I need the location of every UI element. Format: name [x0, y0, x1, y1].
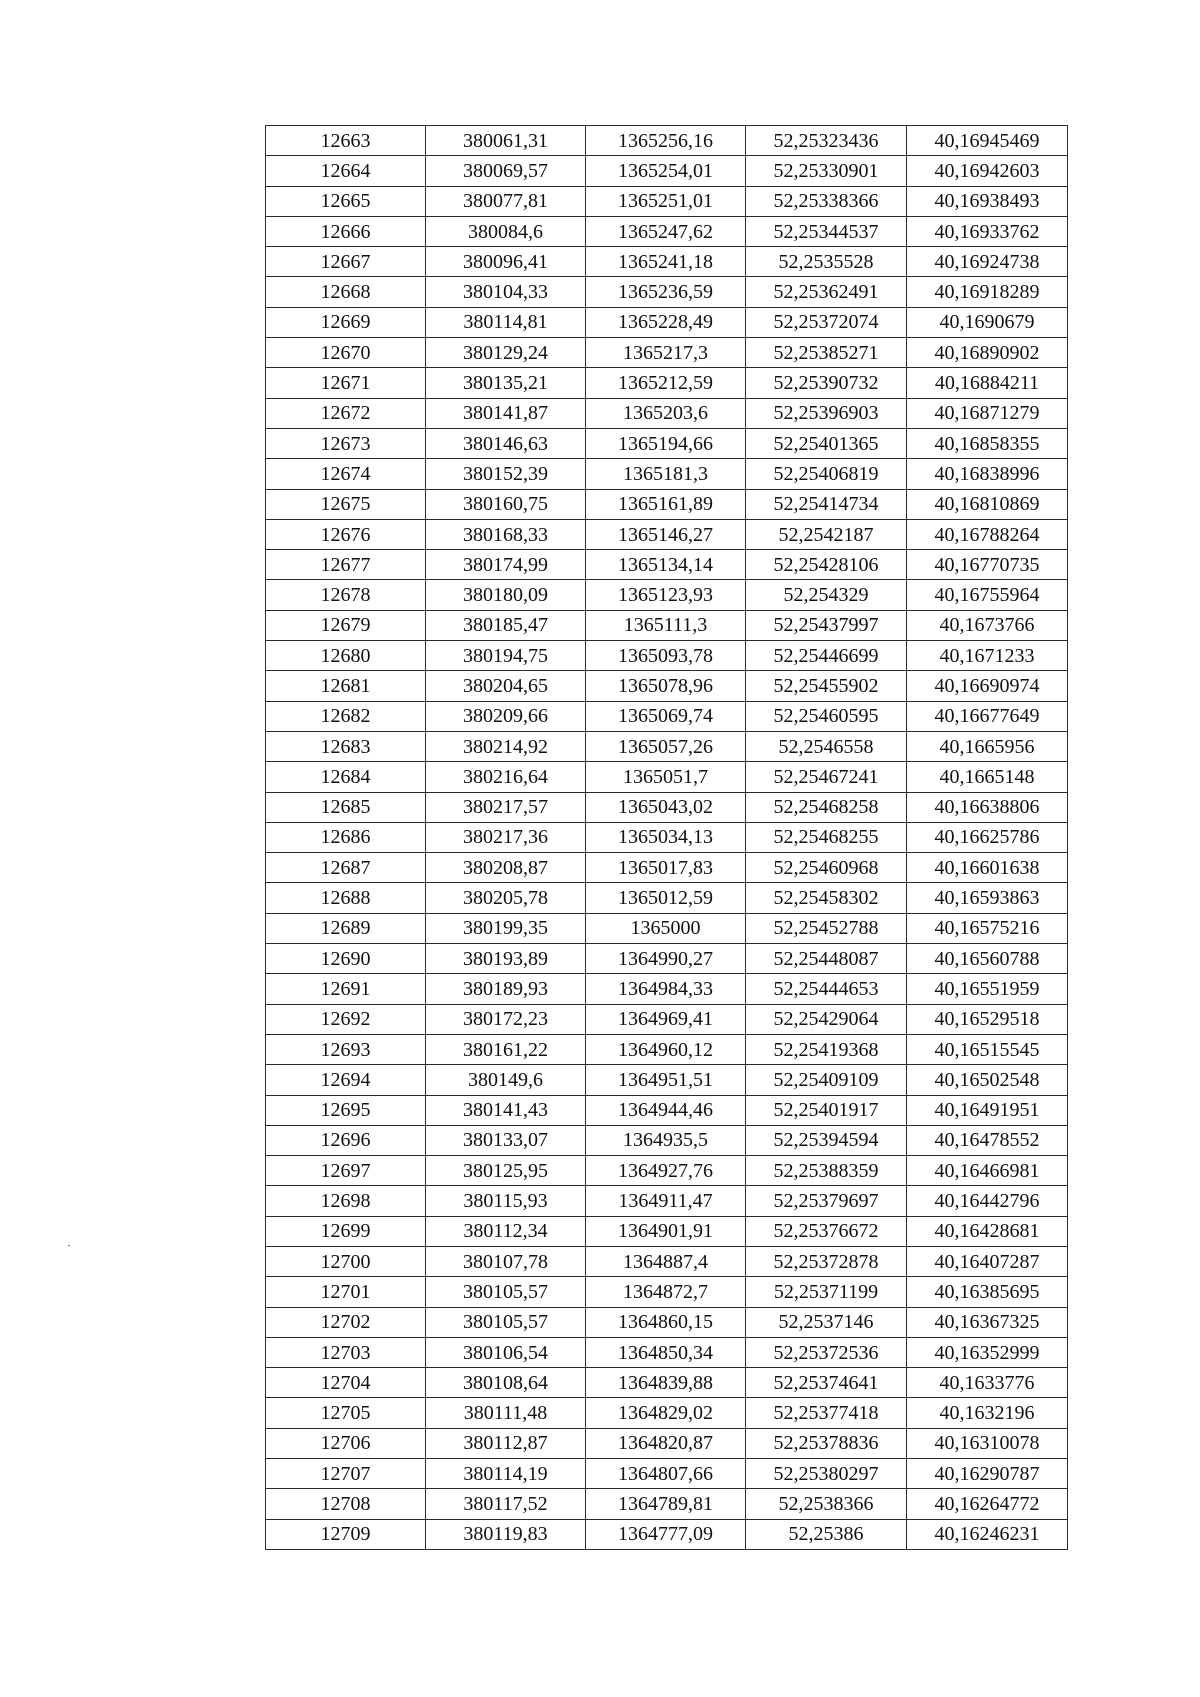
point-number-cell: 12678 [266, 580, 426, 610]
y-coordinate-cell: 1365034,13 [586, 822, 746, 852]
point-number-cell: 12700 [266, 1246, 426, 1276]
longitude-cell: 40,16529518 [907, 1004, 1068, 1034]
table-row [266, 368, 1068, 398]
y-coordinate-cell: 1364850,34 [586, 1337, 746, 1367]
latitude-cell: 52,25448087 [746, 944, 907, 974]
point-number-cell: 12680 [266, 641, 426, 671]
x-coordinate-cell: 380141,87 [426, 398, 586, 428]
point-number-cell: 12694 [266, 1065, 426, 1095]
point-number-cell: 12668 [266, 277, 426, 307]
latitude-cell: 52,2546558 [746, 731, 907, 761]
longitude-cell: 40,16938493 [907, 186, 1068, 216]
table-row [266, 671, 1068, 701]
latitude-cell: 52,25394594 [746, 1125, 907, 1155]
x-coordinate-cell: 380112,34 [426, 1216, 586, 1246]
longitude-cell: 40,1632196 [907, 1398, 1068, 1428]
point-number-cell: 12698 [266, 1186, 426, 1216]
longitude-cell: 40,16690974 [907, 671, 1068, 701]
y-coordinate-cell: 1364990,27 [586, 944, 746, 974]
table-row [266, 338, 1068, 368]
longitude-cell: 40,16367325 [907, 1307, 1068, 1337]
table-row [266, 519, 1068, 549]
y-coordinate-cell: 1365043,02 [586, 792, 746, 822]
point-number-cell: 12664 [266, 156, 426, 186]
x-coordinate-cell: 380199,35 [426, 913, 586, 943]
latitude-cell: 52,25344537 [746, 216, 907, 246]
latitude-cell: 52,25406819 [746, 459, 907, 489]
x-coordinate-cell: 380180,09 [426, 580, 586, 610]
x-coordinate-cell: 380114,19 [426, 1459, 586, 1489]
y-coordinate-cell: 1365212,59 [586, 368, 746, 398]
latitude-cell: 52,25419368 [746, 1034, 907, 1064]
latitude-cell: 52,2542187 [746, 519, 907, 549]
x-coordinate-cell: 380194,75 [426, 641, 586, 671]
x-coordinate-cell: 380152,39 [426, 459, 586, 489]
point-number-cell: 12666 [266, 216, 426, 246]
latitude-cell: 52,25323436 [746, 126, 907, 156]
longitude-cell: 40,16918289 [907, 277, 1068, 307]
x-coordinate-cell: 380217,57 [426, 792, 586, 822]
latitude-cell: 52,25372074 [746, 307, 907, 337]
table-row [266, 186, 1068, 216]
table-row [266, 1004, 1068, 1034]
point-number-cell: 12681 [266, 671, 426, 701]
point-number-cell: 12685 [266, 792, 426, 822]
table-row [266, 550, 1068, 580]
longitude-cell: 40,16515545 [907, 1034, 1068, 1064]
latitude-cell: 52,25385271 [746, 338, 907, 368]
table-row [266, 1398, 1068, 1428]
scan-speck [68, 1245, 70, 1246]
latitude-cell: 52,25429064 [746, 1004, 907, 1034]
y-coordinate-cell: 1364820,87 [586, 1428, 746, 1458]
y-coordinate-cell: 1364960,12 [586, 1034, 746, 1064]
latitude-cell: 52,25409109 [746, 1065, 907, 1095]
point-number-cell: 12709 [266, 1519, 426, 1549]
longitude-cell: 40,16593863 [907, 883, 1068, 913]
x-coordinate-cell: 380216,64 [426, 762, 586, 792]
point-number-cell: 12670 [266, 338, 426, 368]
coordinates-table [265, 125, 1068, 1550]
point-number-cell: 12665 [266, 186, 426, 216]
longitude-cell: 40,16491951 [907, 1095, 1068, 1125]
longitude-cell: 40,16385695 [907, 1277, 1068, 1307]
y-coordinate-cell: 1365146,27 [586, 519, 746, 549]
longitude-cell: 40,16945469 [907, 126, 1068, 156]
table-row [266, 1156, 1068, 1186]
table-row [266, 641, 1068, 671]
longitude-cell: 40,16677649 [907, 701, 1068, 731]
longitude-cell: 40,1665956 [907, 731, 1068, 761]
x-coordinate-cell: 380135,21 [426, 368, 586, 398]
table-row [266, 822, 1068, 852]
point-number-cell: 12699 [266, 1216, 426, 1246]
point-number-cell: 12706 [266, 1428, 426, 1458]
table-row [266, 1519, 1068, 1549]
table-row [266, 1246, 1068, 1276]
longitude-cell: 40,16560788 [907, 944, 1068, 974]
table-row [266, 883, 1068, 913]
x-coordinate-cell: 380119,83 [426, 1519, 586, 1549]
y-coordinate-cell: 1364789,81 [586, 1489, 746, 1519]
x-coordinate-cell: 380208,87 [426, 853, 586, 883]
y-coordinate-cell: 1365194,66 [586, 428, 746, 458]
longitude-cell: 40,16924738 [907, 247, 1068, 277]
y-coordinate-cell: 1364777,09 [586, 1519, 746, 1549]
point-number-cell: 12684 [266, 762, 426, 792]
x-coordinate-cell: 380125,95 [426, 1156, 586, 1186]
y-coordinate-cell: 1364944,46 [586, 1095, 746, 1125]
point-number-cell: 12696 [266, 1125, 426, 1155]
table-row [266, 1186, 1068, 1216]
x-coordinate-cell: 380168,33 [426, 519, 586, 549]
x-coordinate-cell: 380209,66 [426, 701, 586, 731]
table-row [266, 974, 1068, 1004]
longitude-cell: 40,16770735 [907, 550, 1068, 580]
latitude-cell: 52,25468258 [746, 792, 907, 822]
x-coordinate-cell: 380205,78 [426, 883, 586, 913]
y-coordinate-cell: 1364911,47 [586, 1186, 746, 1216]
x-coordinate-cell: 380174,99 [426, 550, 586, 580]
latitude-cell: 52,25455902 [746, 671, 907, 701]
longitude-cell: 40,16352999 [907, 1337, 1068, 1367]
y-coordinate-cell: 1364860,15 [586, 1307, 746, 1337]
x-coordinate-cell: 380193,89 [426, 944, 586, 974]
latitude-cell: 52,25401917 [746, 1095, 907, 1125]
table-row [266, 701, 1068, 731]
x-coordinate-cell: 380161,22 [426, 1034, 586, 1064]
table-row [266, 277, 1068, 307]
longitude-cell: 40,16246231 [907, 1519, 1068, 1549]
point-number-cell: 12703 [266, 1337, 426, 1367]
y-coordinate-cell: 1365217,3 [586, 338, 746, 368]
point-number-cell: 12708 [266, 1489, 426, 1519]
point-number-cell: 12687 [266, 853, 426, 883]
longitude-cell: 40,16884211 [907, 368, 1068, 398]
y-coordinate-cell: 1365181,3 [586, 459, 746, 489]
y-coordinate-cell: 1364887,4 [586, 1246, 746, 1276]
longitude-cell: 40,16407287 [907, 1246, 1068, 1276]
table-row [266, 1125, 1068, 1155]
table-row [266, 1034, 1068, 1064]
latitude-cell: 52,25380297 [746, 1459, 907, 1489]
point-number-cell: 12692 [266, 1004, 426, 1034]
y-coordinate-cell: 1364969,41 [586, 1004, 746, 1034]
latitude-cell: 52,2535528 [746, 247, 907, 277]
table-row [266, 216, 1068, 246]
latitude-cell: 52,25452788 [746, 913, 907, 943]
longitude-cell: 40,16942603 [907, 156, 1068, 186]
longitude-cell: 40,1633776 [907, 1368, 1068, 1398]
longitude-cell: 40,16290787 [907, 1459, 1068, 1489]
x-coordinate-cell: 380114,81 [426, 307, 586, 337]
table-row [266, 1337, 1068, 1367]
y-coordinate-cell: 1364829,02 [586, 1398, 746, 1428]
x-coordinate-cell: 380107,78 [426, 1246, 586, 1276]
y-coordinate-cell: 1365203,6 [586, 398, 746, 428]
longitude-cell: 40,16858355 [907, 428, 1068, 458]
table-row [266, 428, 1068, 458]
latitude-cell: 52,25371199 [746, 1277, 907, 1307]
longitude-cell: 40,16788264 [907, 519, 1068, 549]
table-row [266, 126, 1068, 156]
table-row [266, 610, 1068, 640]
point-number-cell: 12676 [266, 519, 426, 549]
latitude-cell: 52,25396903 [746, 398, 907, 428]
latitude-cell: 52,25386 [746, 1519, 907, 1549]
longitude-cell: 40,16466981 [907, 1156, 1068, 1186]
latitude-cell: 52,25377418 [746, 1398, 907, 1428]
x-coordinate-cell: 380149,6 [426, 1065, 586, 1095]
latitude-cell: 52,2537146 [746, 1307, 907, 1337]
table-row [266, 1489, 1068, 1519]
y-coordinate-cell: 1364807,66 [586, 1459, 746, 1489]
point-number-cell: 12697 [266, 1156, 426, 1186]
y-coordinate-cell: 1365093,78 [586, 641, 746, 671]
point-number-cell: 12677 [266, 550, 426, 580]
latitude-cell: 52,25467241 [746, 762, 907, 792]
point-number-cell: 12682 [266, 701, 426, 731]
longitude-cell: 40,16442796 [907, 1186, 1068, 1216]
table-row [266, 1307, 1068, 1337]
latitude-cell: 52,2538366 [746, 1489, 907, 1519]
longitude-cell: 40,1673766 [907, 610, 1068, 640]
latitude-cell: 52,25372536 [746, 1337, 907, 1367]
x-coordinate-cell: 380069,57 [426, 156, 586, 186]
latitude-cell: 52,25372878 [746, 1246, 907, 1276]
x-coordinate-cell: 380077,81 [426, 186, 586, 216]
table-row [266, 1065, 1068, 1095]
longitude-cell: 40,1665148 [907, 762, 1068, 792]
point-number-cell: 12691 [266, 974, 426, 1004]
x-coordinate-cell: 380172,23 [426, 1004, 586, 1034]
longitude-cell: 40,16502548 [907, 1065, 1068, 1095]
latitude-cell: 52,25390732 [746, 368, 907, 398]
table-row [266, 307, 1068, 337]
y-coordinate-cell: 1364927,76 [586, 1156, 746, 1186]
x-coordinate-cell: 380105,57 [426, 1277, 586, 1307]
table-row [266, 489, 1068, 519]
longitude-cell: 40,16551959 [907, 974, 1068, 1004]
longitude-cell: 40,16575216 [907, 913, 1068, 943]
longitude-cell: 40,16601638 [907, 853, 1068, 883]
x-coordinate-cell: 380106,54 [426, 1337, 586, 1367]
table-row [266, 792, 1068, 822]
longitude-cell: 40,16264772 [907, 1489, 1068, 1519]
point-number-cell: 12683 [266, 731, 426, 761]
x-coordinate-cell: 380096,41 [426, 247, 586, 277]
x-coordinate-cell: 380214,92 [426, 731, 586, 761]
latitude-cell: 52,25458302 [746, 883, 907, 913]
latitude-cell: 52,25468255 [746, 822, 907, 852]
latitude-cell: 52,25401365 [746, 428, 907, 458]
y-coordinate-cell: 1365134,14 [586, 550, 746, 580]
longitude-cell: 40,16428681 [907, 1216, 1068, 1246]
y-coordinate-cell: 1365236,59 [586, 277, 746, 307]
point-number-cell: 12690 [266, 944, 426, 974]
point-number-cell: 12675 [266, 489, 426, 519]
point-number-cell: 12663 [266, 126, 426, 156]
x-coordinate-cell: 380133,07 [426, 1125, 586, 1155]
latitude-cell: 52,25414734 [746, 489, 907, 519]
table-row [266, 731, 1068, 761]
longitude-cell: 40,16310078 [907, 1428, 1068, 1458]
x-coordinate-cell: 380111,48 [426, 1398, 586, 1428]
x-coordinate-cell: 380117,52 [426, 1489, 586, 1519]
point-number-cell: 12701 [266, 1277, 426, 1307]
longitude-cell: 40,1671233 [907, 641, 1068, 671]
latitude-cell: 52,25376672 [746, 1216, 907, 1246]
x-coordinate-cell: 380141,43 [426, 1095, 586, 1125]
table-row [266, 1216, 1068, 1246]
latitude-cell: 52,25330901 [746, 156, 907, 186]
y-coordinate-cell: 1364872,7 [586, 1277, 746, 1307]
longitude-cell: 40,16625786 [907, 822, 1068, 852]
y-coordinate-cell: 1365123,93 [586, 580, 746, 610]
longitude-cell: 40,1690679 [907, 307, 1068, 337]
longitude-cell: 40,16755964 [907, 580, 1068, 610]
x-coordinate-cell: 380160,75 [426, 489, 586, 519]
point-number-cell: 12669 [266, 307, 426, 337]
coordinates-table-body [266, 126, 1068, 1550]
x-coordinate-cell: 380129,24 [426, 338, 586, 368]
table-row [266, 1095, 1068, 1125]
longitude-cell: 40,16638806 [907, 792, 1068, 822]
latitude-cell: 52,25460595 [746, 701, 907, 731]
y-coordinate-cell: 1365228,49 [586, 307, 746, 337]
point-number-cell: 12686 [266, 822, 426, 852]
point-number-cell: 12667 [266, 247, 426, 277]
point-number-cell: 12689 [266, 913, 426, 943]
x-coordinate-cell: 380115,93 [426, 1186, 586, 1216]
latitude-cell: 52,25378836 [746, 1428, 907, 1458]
y-coordinate-cell: 1365256,16 [586, 126, 746, 156]
point-number-cell: 12704 [266, 1368, 426, 1398]
y-coordinate-cell: 1365078,96 [586, 671, 746, 701]
y-coordinate-cell: 1365017,83 [586, 853, 746, 883]
table-row [266, 944, 1068, 974]
latitude-cell: 52,254329 [746, 580, 907, 610]
longitude-cell: 40,16890902 [907, 338, 1068, 368]
y-coordinate-cell: 1365051,7 [586, 762, 746, 792]
latitude-cell: 52,25362491 [746, 277, 907, 307]
table-row [266, 913, 1068, 943]
point-number-cell: 12693 [266, 1034, 426, 1064]
table-row [266, 459, 1068, 489]
table-row [266, 853, 1068, 883]
point-number-cell: 12671 [266, 368, 426, 398]
point-number-cell: 12705 [266, 1398, 426, 1428]
y-coordinate-cell: 1364839,88 [586, 1368, 746, 1398]
y-coordinate-cell: 1364951,51 [586, 1065, 746, 1095]
point-number-cell: 12707 [266, 1459, 426, 1489]
x-coordinate-cell: 380105,57 [426, 1307, 586, 1337]
y-coordinate-cell: 1365069,74 [586, 701, 746, 731]
y-coordinate-cell: 1365161,89 [586, 489, 746, 519]
latitude-cell: 52,25388359 [746, 1156, 907, 1186]
longitude-cell: 40,16478552 [907, 1125, 1068, 1155]
y-coordinate-cell: 1365111,3 [586, 610, 746, 640]
table-row [266, 398, 1068, 428]
longitude-cell: 40,16838996 [907, 459, 1068, 489]
point-number-cell: 12695 [266, 1095, 426, 1125]
latitude-cell: 52,25446699 [746, 641, 907, 671]
table-row [266, 1459, 1068, 1489]
y-coordinate-cell: 1365241,18 [586, 247, 746, 277]
point-number-cell: 12702 [266, 1307, 426, 1337]
x-coordinate-cell: 380061,31 [426, 126, 586, 156]
longitude-cell: 40,16933762 [907, 216, 1068, 246]
x-coordinate-cell: 380189,93 [426, 974, 586, 1004]
x-coordinate-cell: 380084,6 [426, 216, 586, 246]
table-row [266, 762, 1068, 792]
table-row [266, 1428, 1068, 1458]
point-number-cell: 12679 [266, 610, 426, 640]
latitude-cell: 52,25437997 [746, 610, 907, 640]
x-coordinate-cell: 380108,64 [426, 1368, 586, 1398]
y-coordinate-cell: 1365000 [586, 913, 746, 943]
latitude-cell: 52,25428106 [746, 550, 907, 580]
latitude-cell: 52,25460968 [746, 853, 907, 883]
y-coordinate-cell: 1364901,91 [586, 1216, 746, 1246]
longitude-cell: 40,16810869 [907, 489, 1068, 519]
latitude-cell: 52,25338366 [746, 186, 907, 216]
y-coordinate-cell: 1365254,01 [586, 156, 746, 186]
longitude-cell: 40,16871279 [907, 398, 1068, 428]
y-coordinate-cell: 1365057,26 [586, 731, 746, 761]
x-coordinate-cell: 380112,87 [426, 1428, 586, 1458]
table-row [266, 156, 1068, 186]
point-number-cell: 12673 [266, 428, 426, 458]
y-coordinate-cell: 1365247,62 [586, 216, 746, 246]
x-coordinate-cell: 380185,47 [426, 610, 586, 640]
point-number-cell: 12672 [266, 398, 426, 428]
y-coordinate-cell: 1365012,59 [586, 883, 746, 913]
x-coordinate-cell: 380204,65 [426, 671, 586, 701]
point-number-cell: 12674 [266, 459, 426, 489]
table-row [266, 247, 1068, 277]
x-coordinate-cell: 380104,33 [426, 277, 586, 307]
latitude-cell: 52,25374641 [746, 1368, 907, 1398]
latitude-cell: 52,25444653 [746, 974, 907, 1004]
latitude-cell: 52,25379697 [746, 1186, 907, 1216]
x-coordinate-cell: 380217,36 [426, 822, 586, 852]
y-coordinate-cell: 1364935,5 [586, 1125, 746, 1155]
y-coordinate-cell: 1364984,33 [586, 974, 746, 1004]
x-coordinate-cell: 380146,63 [426, 428, 586, 458]
y-coordinate-cell: 1365251,01 [586, 186, 746, 216]
table-row [266, 580, 1068, 610]
table-row [266, 1368, 1068, 1398]
point-number-cell: 12688 [266, 883, 426, 913]
table-row [266, 1277, 1068, 1307]
